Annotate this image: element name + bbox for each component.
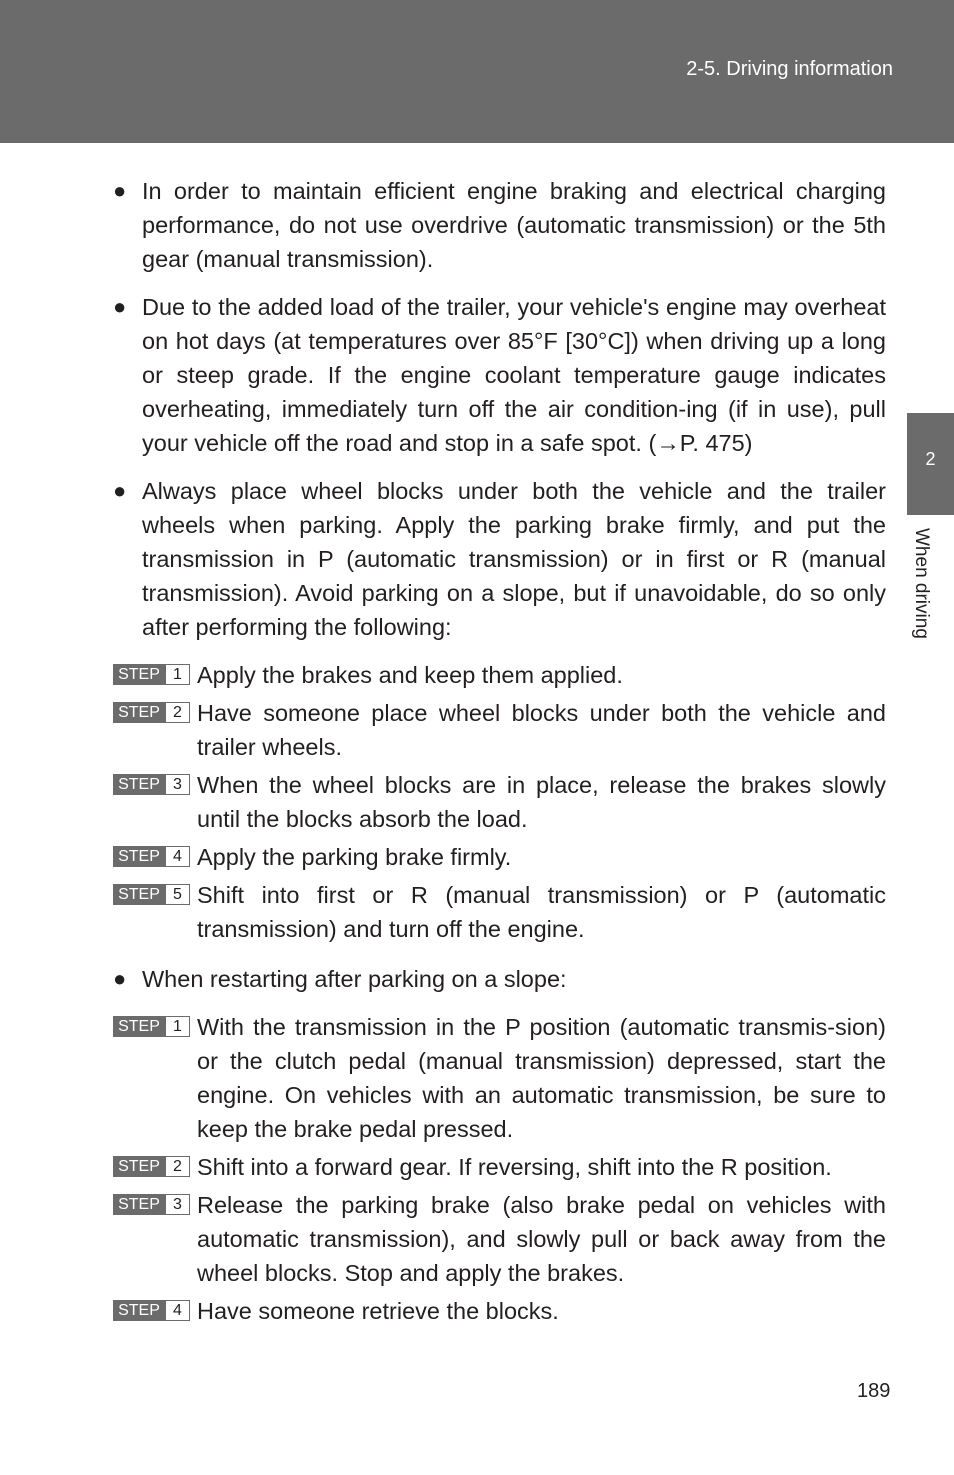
step-badge	[113, 1300, 190, 1321]
restart-steps	[113, 1010, 886, 1328]
step-item	[113, 768, 886, 836]
step-text: When the wheel blocks are in place, release the brakes slowly until the blocks absorb the load.	[197, 772, 886, 832]
step-label: STEP	[113, 1016, 165, 1037]
step-number: 2	[165, 702, 190, 723]
step-badge	[113, 1156, 190, 1177]
bullet-marker: ●	[113, 294, 127, 319]
step-badge	[113, 846, 190, 867]
step-text: Shift into a forward gear. If reversing, shift into the R position.	[197, 1154, 832, 1180]
step-label: STEP	[113, 846, 165, 867]
parking-steps	[113, 658, 886, 946]
step-text: Apply the brakes and keep them applied.	[197, 662, 623, 688]
bullet-item	[113, 474, 886, 644]
page-content	[113, 174, 886, 1344]
step-label: STEP	[113, 1194, 165, 1215]
step-number: 4	[165, 1300, 190, 1321]
step-number: 1	[165, 1016, 190, 1037]
step-number: 4	[165, 846, 190, 867]
step-number: 3	[165, 774, 190, 795]
step-number: 5	[165, 884, 190, 905]
bullet-item	[113, 290, 886, 460]
chapter-tab	[907, 413, 954, 515]
section-title: 2-5. Driving information	[686, 58, 893, 80]
step-text: Have someone place wheel blocks under both the vehicle and trailer wheels.	[197, 700, 886, 760]
bullet-item	[113, 174, 886, 276]
step-label: STEP	[113, 664, 165, 685]
page-header	[0, 0, 954, 143]
step-number: 2	[165, 1156, 190, 1177]
bullet-marker: ●	[113, 478, 127, 503]
step-text: Have someone retrieve the blocks.	[197, 1298, 559, 1324]
chapter-label: When driving	[911, 528, 932, 639]
step-number: 1	[165, 664, 190, 685]
bullet-marker: ●	[113, 178, 127, 203]
step-text: With the transmission in the P position (automatic transmis-sion) or the clutch pedal (manual transmission) depressed, start the engine. On vehicles with an automatic transmission, be sure to keep the brake pedal pressed.	[197, 1014, 886, 1142]
bullet-text: When restarting after parking on a slope:	[142, 966, 567, 992]
step-badge	[113, 1016, 190, 1037]
bullet-text: In order to maintain efficient engine braking and electrical charging performance, do not use overdrive (automatic transmission) or the 5th gear (manual transmission).	[142, 178, 886, 272]
step-badge	[113, 884, 190, 905]
chapter-number: 2	[925, 449, 936, 469]
step-badge	[113, 774, 190, 795]
step-label: STEP	[113, 702, 165, 723]
step-item	[113, 696, 886, 764]
step-item	[113, 878, 886, 946]
bullet-text: Due to the added load of the trailer, your vehicle's engine may overheat on hot days (at temperatures over 85°F [30°C]) when driving up a long or steep grade. If the engine coolant temperature gauge indicates overheating, immediately turn off the air condition-ing (if in use), pull your vehicle off the road and stop in a safe spot. (→P. 475)	[142, 294, 886, 456]
bullet-text: Always place wheel blocks under both the vehicle and the trailer wheels when parking. Apply the parking brake firmly, and put the transmission in P (automatic transmission) or in first or R (manual transmission). Avoid parking on a slope, but if unavoidable, do so only after performing the following:	[142, 478, 886, 640]
step-text: Apply the parking brake firmly.	[197, 844, 512, 870]
step-item	[113, 1188, 886, 1290]
step-label: STEP	[113, 1300, 165, 1321]
step-badge	[113, 702, 190, 723]
step-item	[113, 1294, 886, 1328]
step-item	[113, 840, 886, 874]
step-label: STEP	[113, 1156, 165, 1177]
step-label: STEP	[113, 774, 165, 795]
step-item	[113, 1150, 886, 1184]
step-badge	[113, 664, 190, 685]
page-number: 189	[857, 1380, 891, 1402]
step-label: STEP	[113, 884, 165, 905]
bullet-item	[113, 962, 886, 996]
step-item	[113, 658, 886, 692]
step-text: Shift into first or R (manual transmission) or P (automatic transmission) and turn off the engine.	[197, 882, 886, 942]
step-item	[113, 1010, 886, 1146]
step-text: Release the parking brake (also brake pedal on vehicles with automatic transmission), and slowly pull or back away from the wheel blocks. Stop and apply the brakes.	[197, 1192, 886, 1286]
step-badge	[113, 1194, 190, 1215]
step-number: 3	[165, 1194, 190, 1215]
bullet-marker: ●	[113, 966, 127, 991]
